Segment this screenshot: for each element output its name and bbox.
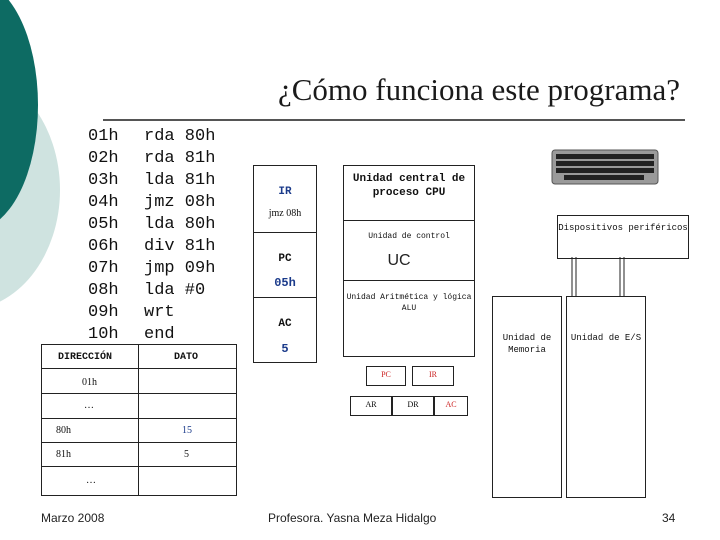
code-instr: div 81h bbox=[144, 237, 216, 256]
ac-value: 5 bbox=[281, 342, 289, 356]
io-unit-box bbox=[566, 296, 646, 498]
ir-value: jmz 08h bbox=[268, 208, 302, 219]
cpu-ar-register: AR bbox=[350, 396, 392, 416]
table-cell-data: 15 bbox=[182, 425, 192, 436]
table-cell-address: 80h bbox=[56, 425, 71, 436]
table-cell-address: 81h bbox=[56, 449, 71, 460]
memory-unit-box bbox=[492, 296, 562, 498]
code-instr: lda #0 bbox=[144, 281, 206, 300]
table-cell-address: … bbox=[86, 475, 96, 486]
pc-value: 05h bbox=[274, 276, 296, 290]
io-unit-label: Unidad de E/S bbox=[570, 333, 642, 343]
code-instr: rda 81h bbox=[144, 149, 216, 168]
alu-label: Unidad Aritmética y lógica ALU bbox=[346, 293, 472, 313]
code-instr: jmp 09h bbox=[144, 259, 216, 278]
table-cell-address: 01h bbox=[82, 377, 97, 388]
code-addr: 05h bbox=[88, 215, 119, 234]
cpu-title: Unidad central de proceso CPU bbox=[352, 173, 466, 199]
code-addr: 01h bbox=[88, 127, 119, 146]
code-addr: 09h bbox=[88, 303, 119, 322]
cpu-dr-register: DR bbox=[392, 396, 434, 416]
ir-label: IR bbox=[278, 186, 292, 198]
code-instr: rda 80h bbox=[144, 127, 216, 146]
table-cell-data: 5 bbox=[184, 449, 189, 460]
code-addr: 02h bbox=[88, 149, 119, 168]
table-cell-address: … bbox=[84, 400, 94, 411]
table-header-address: DIRECCIÓN bbox=[58, 352, 113, 363]
peripherals-label: Dispositivos periféricos bbox=[558, 223, 688, 233]
code-instr: lda 81h bbox=[144, 171, 216, 190]
code-addr: 04h bbox=[88, 193, 119, 212]
code-instr: lda 80h bbox=[144, 215, 216, 234]
table-header-data: DATO bbox=[174, 352, 199, 363]
code-addr: 08h bbox=[88, 281, 119, 300]
uc-label: UC bbox=[387, 252, 411, 269]
pc-label: PC bbox=[278, 253, 292, 265]
code-addr: 03h bbox=[88, 171, 119, 190]
footer-author: Profesora. Yasna Meza Hidalgo bbox=[268, 511, 437, 525]
code-addr: 07h bbox=[88, 259, 119, 278]
code-instr: end bbox=[144, 325, 175, 344]
memory-unit-label: Unidad de Memoria bbox=[502, 333, 552, 355]
control-unit-label: Unidad de control bbox=[368, 232, 450, 241]
cpu-ir-register: IR bbox=[412, 366, 454, 386]
footer-date: Marzo 2008 bbox=[41, 511, 105, 525]
page-number: 34 bbox=[662, 511, 676, 525]
code-addr: 10h bbox=[88, 325, 119, 344]
cpu-ac-register: AC bbox=[434, 396, 468, 416]
code-addr: 06h bbox=[88, 237, 119, 256]
ac-label: AC bbox=[278, 318, 292, 330]
code-instr: jmz 08h bbox=[144, 193, 216, 212]
slide-title: ¿Cómo funciona este programa? bbox=[278, 72, 680, 107]
cpu-pc-register: PC bbox=[366, 366, 406, 386]
code-instr: wrt bbox=[144, 303, 175, 322]
